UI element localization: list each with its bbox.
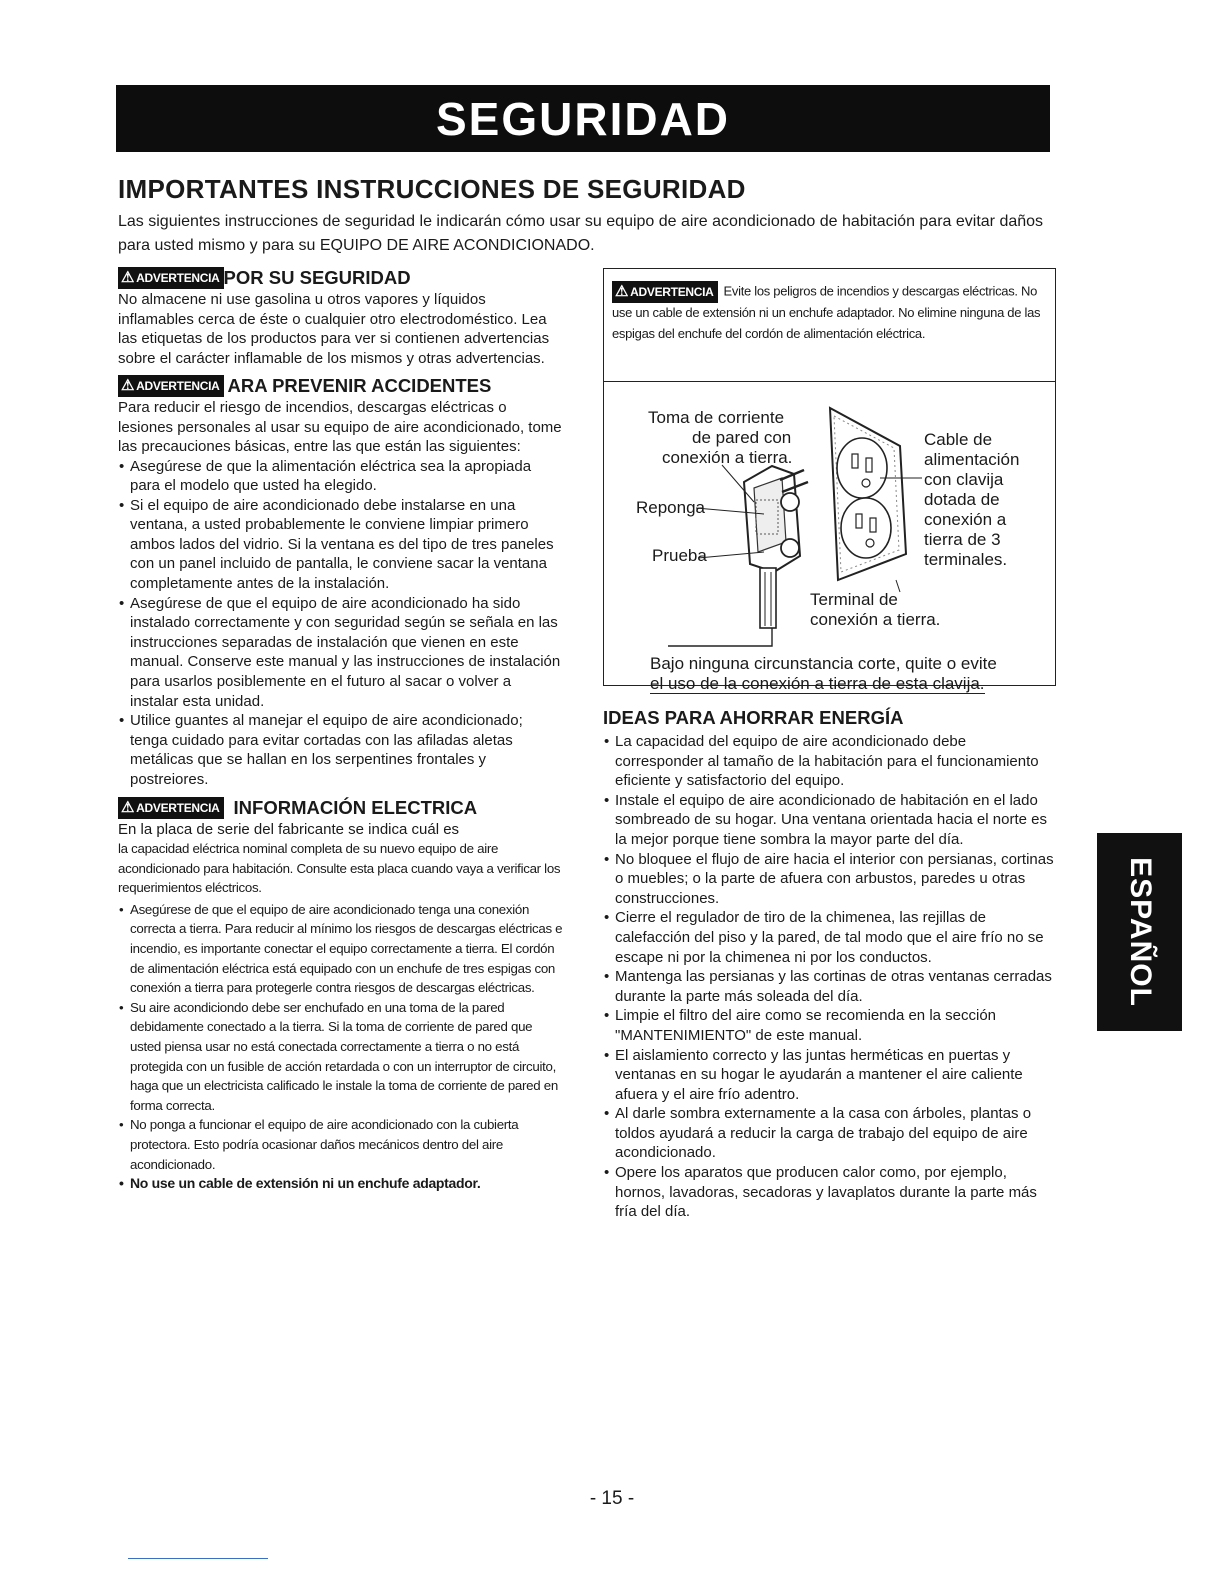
- list-item: • Si el equipo de aire acondicionado debe instalarse en una ventana, a usted probablemente le conviene limpiar primero ambos lados del vidrio. Si la ventana es del tipo de tres paneles con un panel incluido de pantalla, le conviene sacar la ventana completamente antes de la instalación.: [118, 496, 563, 594]
- list-item: • Al darle sombra externamente a la casa con árboles, plantas o toldos ayudará a reducir la carga de trabajo del equipo de aire acondicionado.: [603, 1104, 1058, 1163]
- list-item: • No bloquee el flujo de aire hacia el interior con persianas, cortinas o muebles; o la parte de afuera con arbustos, paredes u otras construcciones.: [603, 850, 1058, 909]
- warning-box: [603, 268, 1056, 693]
- list-item: • Mantenga las persianas y las cortinas de otras ventanas cerradas durante la parte más soleada del día.: [603, 967, 1058, 1006]
- warning-triangle-icon: ⚠: [121, 377, 135, 394]
- label-toma: de pared con: [692, 428, 792, 447]
- section-body: Para reducir el riesgo de incendios, descargas eléctricas o lesiones personales al usar su equipo de aire acondicionado, tome las precauciones básicas, entre las que están las siguientes:: [118, 399, 562, 455]
- list-item: • No ponga a funcionar el equipo de aire acondicionado con la cubierta protectora. Esto podría ocasionar daños mecánicos dentro del aire acondicionado.: [118, 1115, 563, 1174]
- label-cable: con clavija: [924, 470, 1004, 489]
- list-item: • Instale el equipo de aire acondicionado de habitación en el lado sombreado de su hogar. Una ventana orientada hacia el norte es la mejor porque tiene sombra la mayor parte del día.: [603, 791, 1058, 850]
- section-body: la capacidad eléctrica nominal completa de su nuevo equipo de aire acondicionado para habitación. Consulte esta placa cuando vaya a verificar los requerimientos eléctricos.: [118, 841, 561, 896]
- label-cable: alimentación: [924, 450, 1020, 469]
- label-cable: conexión a: [924, 510, 1007, 529]
- ideas-list: [603, 732, 1058, 1222]
- accidentes-list: [118, 457, 563, 790]
- section-heading-electrica: [118, 796, 563, 820]
- list-item: • Limpie el filtro del aire como se recomienda en la sección "MANTENIMIENTO" de este manual.: [603, 1006, 1058, 1045]
- label-cable: Cable de: [924, 430, 993, 449]
- left-column: [118, 266, 563, 1194]
- electrica-list: [118, 900, 563, 1194]
- caution-line-2: el uso de la conexión a tierra de esta clavija.: [650, 674, 985, 693]
- label-terminal: Terminal de: [810, 590, 898, 609]
- label-terminal: conexión a tierra.: [810, 610, 941, 629]
- list-item: • Su aire acondiciondo debe ser enchufado en una toma de la pared debidamente conectado a la tierra. Si la toma de corriente de pared que usted piensa usar no está conectada correctamente a tierra o no está protegida con un fusible de acción retardada o con un interruptor de circuito, haga que un electricista calificado le instale la toma de corriente de pared en forma correcta.: [118, 998, 563, 1116]
- warning-badge: [118, 797, 224, 819]
- list-item: • Opere los aparatos que producen calor como, por ejemplo, hornos, lavadoras, secadoras y lavaplatos durante la parte más fría del día.: [603, 1163, 1058, 1222]
- warning-box-text: [604, 269, 1055, 382]
- section-title: ARA PREVENIR ACCIDENTES: [227, 375, 492, 396]
- caution-line-1: Bajo ninguna circunstancia corte, quite o evite: [650, 654, 997, 673]
- label-cable: terminales.: [924, 550, 1008, 569]
- warning-label: ADVERTENCIA: [630, 284, 714, 299]
- label-toma: conexión a tierra.: [662, 448, 793, 467]
- warning-triangle-icon: ⚠: [121, 798, 135, 816]
- list-item: • Cierre el regulador de tiro de la chimenea, las rejillas de calefacción del piso y la pared, de tal modo que el aire frío no se escape ni por la chimenea ni por los conductos.: [603, 908, 1058, 967]
- footer-divider: [128, 1558, 268, 1559]
- warning-triangle-icon: ⚠: [121, 269, 135, 286]
- right-column: [603, 268, 1058, 1222]
- intro-text: Las siguientes instrucciones de seguridad le indicarán cómo usar su equipo de aire acondicionado de habitación para evitar daños para usted mismo y para su EQUIPO DE AIRE ACONDICIONADO.: [118, 213, 1044, 254]
- banner-title: SEGURIDAD: [435, 92, 731, 145]
- list-item-bold: • No use un cable de extensión ni un enchufe adaptador.: [118, 1174, 563, 1194]
- section-body: No almacene ni use gasolina u otros vapores y líquidos inflamables cerca de éste o cualquier otro electrodoméstico. Lea las etiquetas de los productos para ver si contienen advertencias sobre el carácter inflamable de los mismos y otras advertencias.: [118, 291, 550, 367]
- label-toma: Toma de corriente: [648, 408, 785, 427]
- caution-text: [650, 654, 1050, 694]
- list-item: • Utilice guantes al manejar el equipo de aire acondicionado; tenga cuidado para evitar cortadas con las afiladas aletas metálicas que se hallan en los serpentines frontales y postreiores.: [118, 711, 563, 789]
- list-item: • Asegúrese de que el equipo de aire acondicionado ha sido instalado correctamente y con seguridad según se señala en las instrucciones separadas de instalación que vienen en este manual. Conserve este manual y las instrucciones de instalación para usarlos posiblemente en el futuro al sacar o volver a instalar esta unidad.: [118, 594, 563, 712]
- list-item: • Asegúrese de que la alimentación eléctrica sea la apropiada para el modelo que usted ha elegido.: [118, 457, 563, 496]
- grounding-diagram: [604, 382, 1055, 693]
- list-item: • Asegúrese de que el equipo de aire acondicionado tenga una conexión correcta a tierra. Para reducir al mínimo los riesgos de descargas eléctricas e incendio, es importante conectar el equipo correctamente a tierra. El cordón de alimentación eléctrica está equipado con un enchufe de tres espigas con conexión a tierra para protegerle contra riesgos de descargas eléctricas.: [118, 900, 563, 998]
- page-number: - 15 -: [589, 1488, 635, 1509]
- section-title: INFORMACIÓN ELECTRICA: [233, 796, 478, 818]
- warning-text: Evite los peligros de incendios y descargas eléctricas. No use un cable de extensión ni un enchufe adaptador. No elimine ninguna de las espigas del enchufe del cordón de alimentación eléctrica.: [612, 283, 1041, 341]
- language-tab-label: ESPAÑOL: [1123, 857, 1157, 1007]
- warning-label: ADVERTENCIA: [136, 379, 220, 393]
- ideas-title: IDEAS PARA AHORRAR ENERGÍA: [603, 707, 904, 728]
- section-title: POR SU SEGURIDAD: [223, 267, 411, 288]
- warning-label: ADVERTENCIA: [136, 800, 220, 815]
- warning-badge: [118, 267, 224, 289]
- label-prueba: Prueba: [652, 546, 707, 565]
- section-heading-seguridad: [118, 266, 563, 290]
- section-heading-accidentes: [118, 374, 563, 398]
- warning-triangle-icon: ⚠: [615, 282, 629, 300]
- label-cable: dotada de: [924, 490, 1000, 509]
- label-reponga: Reponga: [636, 498, 706, 517]
- language-tab: [1097, 833, 1182, 1031]
- page-banner: [116, 85, 1050, 152]
- warning-badge: [612, 281, 718, 303]
- list-item: • La capacidad del equipo de aire acondicionado debe corresponder al tamaño de la habitación para el funcionamiento eficiente y satisfactorio del equipo.: [603, 732, 1058, 791]
- main-title: IMPORTANTES INSTRUCCIONES DE SEGURIDAD: [118, 174, 746, 204]
- label-cable: tierra de 3: [924, 530, 1001, 549]
- warning-label: ADVERTENCIA: [136, 271, 220, 285]
- warning-badge: [118, 375, 224, 397]
- section-body-lead: En la placa de serie del fabricante se indica cuál es: [118, 820, 460, 838]
- list-item: • El aislamiento correcto y las juntas herméticas en puertas y ventanas en su hogar le ayudarán a mantener el aire caliente afuera y el aire frío adentro.: [603, 1046, 1058, 1105]
